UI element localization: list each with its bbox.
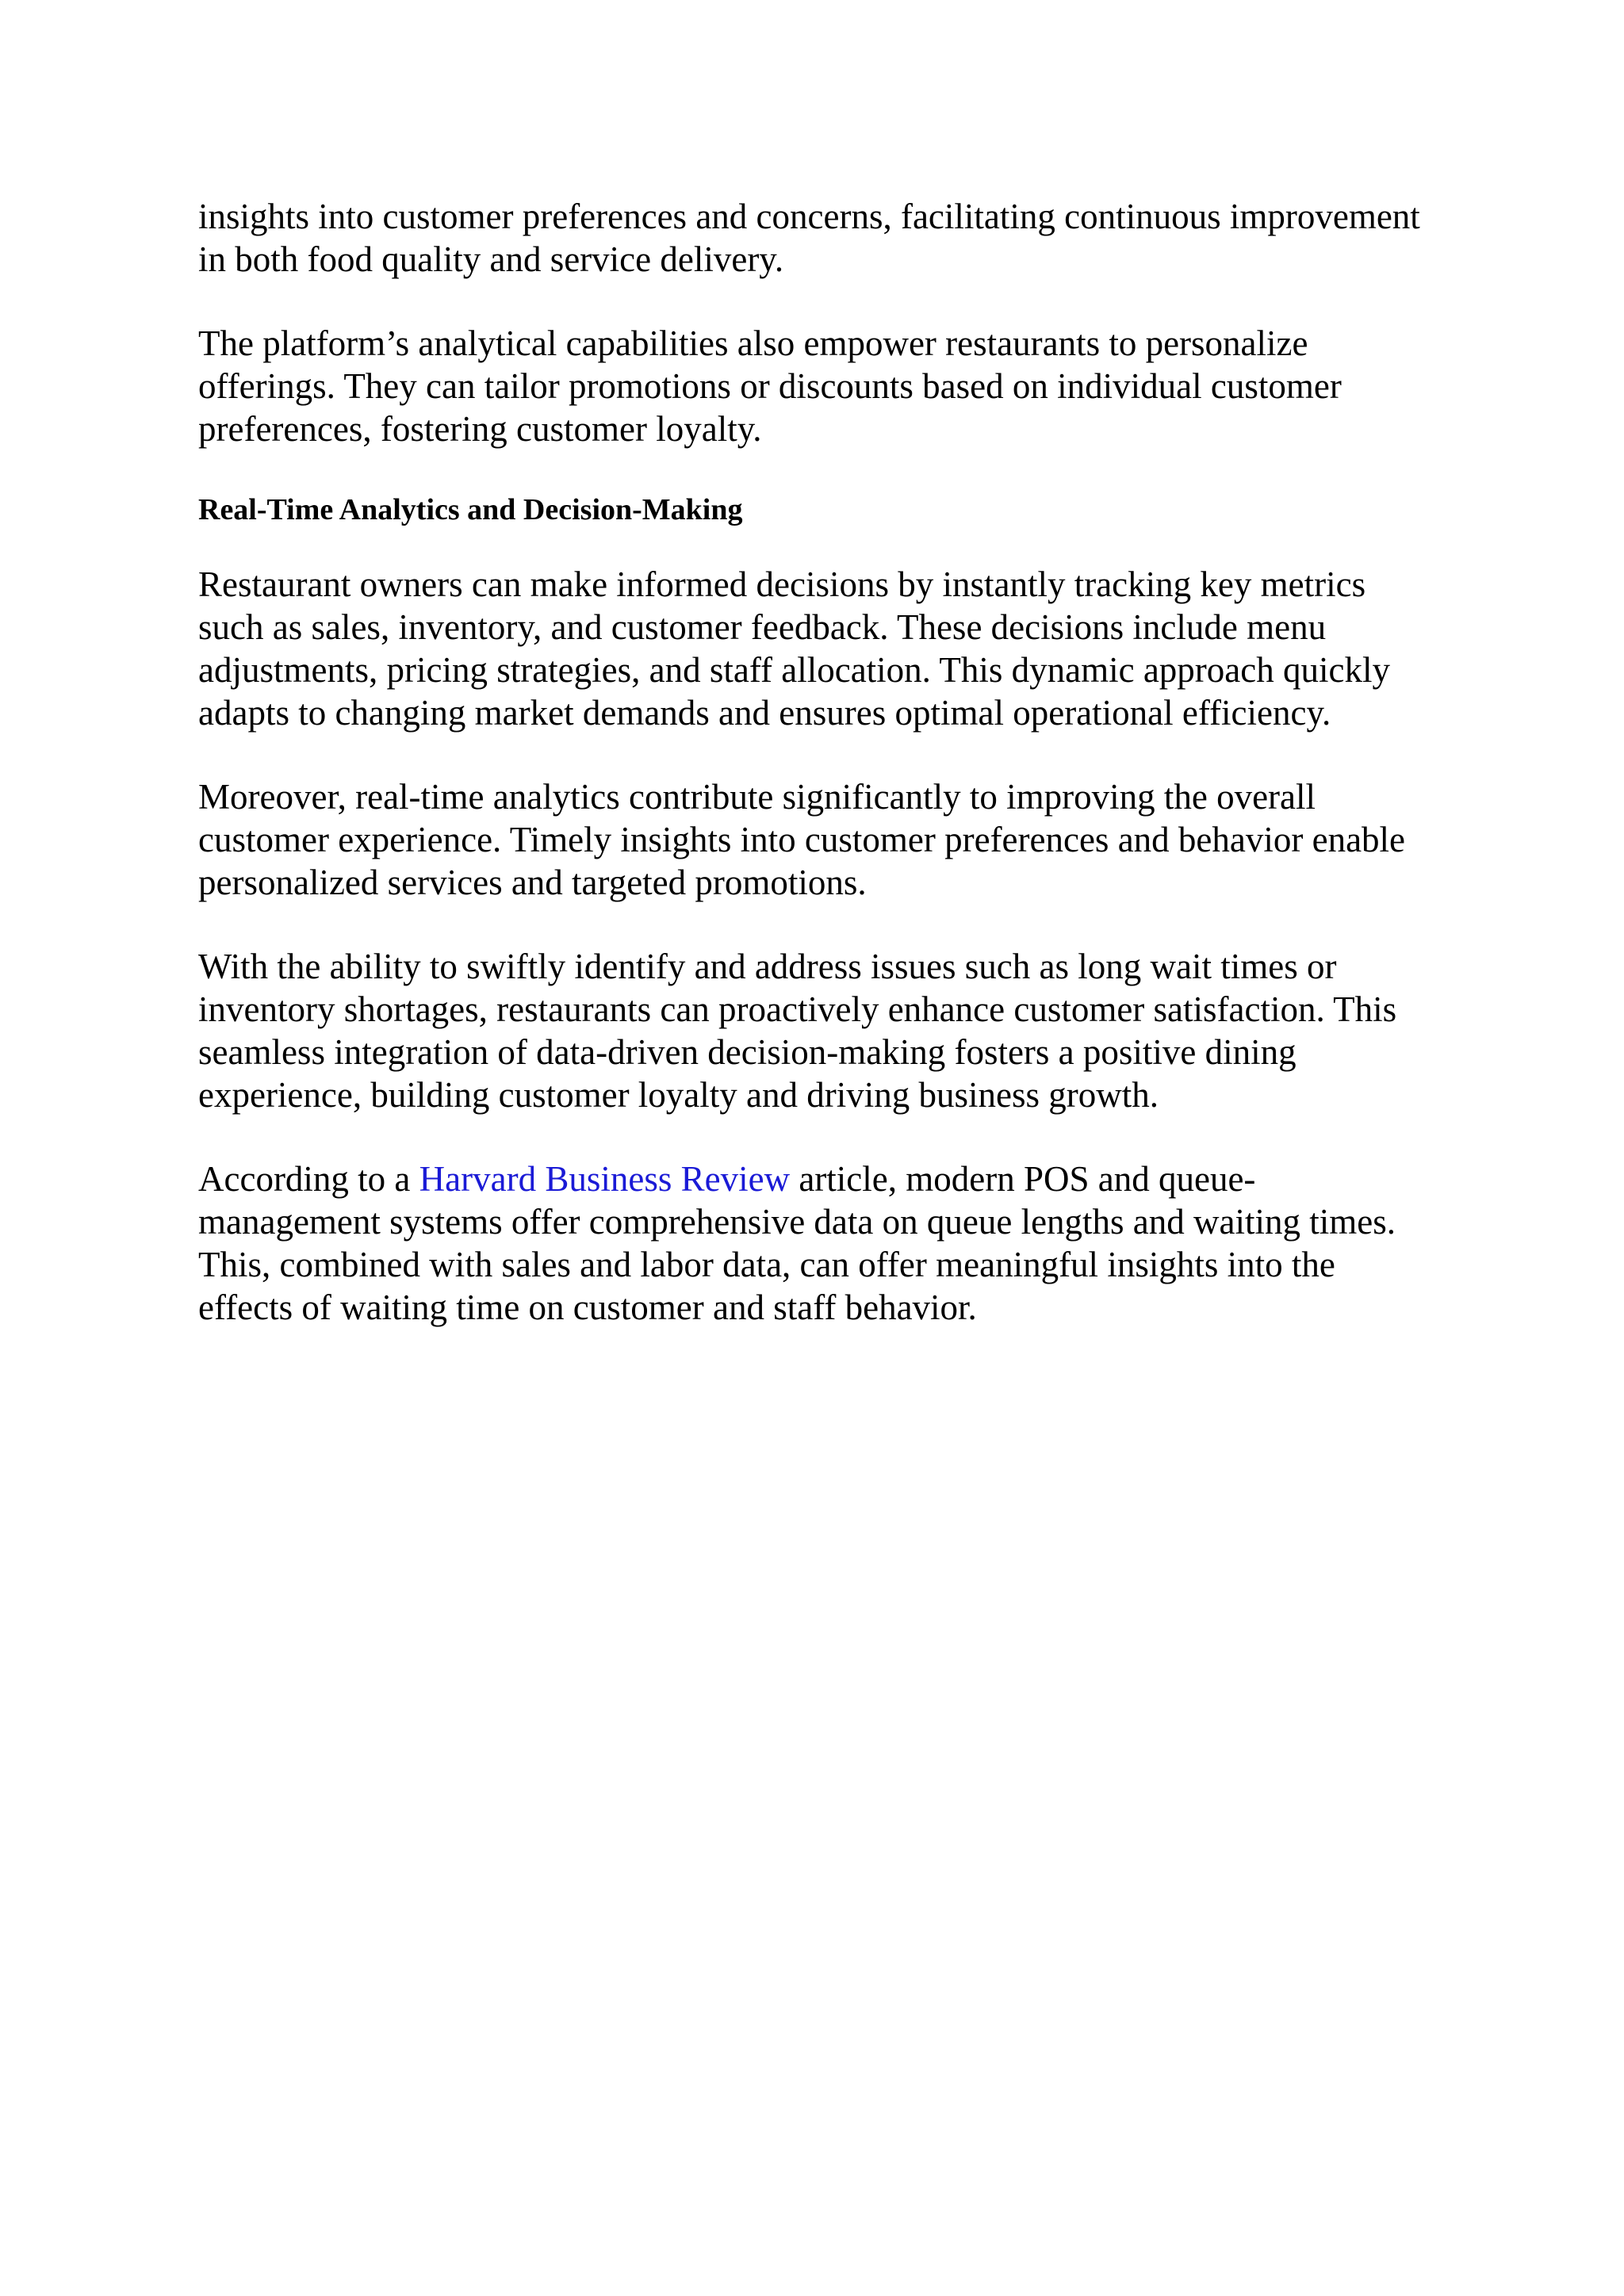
paragraph-issue-resolution: With the ability to swiftly identify and address issues such as long wait times or inventory shortages, restaurants can proactively enhance customer satisfaction. This seamless integration of data-driven decision-making fosters a positive dining experience, building customer loyalty and driving business growth. xyxy=(198,947,1397,1115)
paragraph-restaurant-owners: Restaurant owners can make informed decisions by instantly tracking key metrics such as sales, inventory, and customer feedback. These decisions include menu adjustments, pricing strategies, and staff allocation. This dynamic approach quickly adapts to changing market demands and ensures optimal operational efficiency. xyxy=(198,564,1390,733)
document-body xyxy=(198,195,1435,1370)
section-heading-real-time-analytics: Real-Time Analytics and Decision-Making xyxy=(198,493,743,526)
reference-trailing-text: article, modern POS and queue-management systems offer comprehensive data on queue lengths and waiting times. This, combined with sales and labor data, can offer meaningful insights into the effects of waiting time on customer and staff behavior. xyxy=(198,1159,1396,1327)
paragraph-platform-analytics: The platform’s analytical capabilities also empower restaurants to personalize offerings. They can tailor promotions or discounts based on individual customer preferences, fostering customer loyalty. xyxy=(198,323,1342,449)
paragraph-harvard-reference xyxy=(198,1158,1435,1329)
paragraph-customer-experience: Moreover, real-time analytics contribute significantly to improving the overall customer experience. Timely insights into customer preferences and behavior enable personalized services and targeted promotions. xyxy=(198,777,1406,902)
harvard-business-review-link[interactable]: Harvard Business Review xyxy=(419,1159,791,1199)
paragraph-insights: insights into customer preferences and concerns, facilitating continuous improvement in both food quality and service delivery. xyxy=(198,197,1420,279)
reference-lead-text: According to a xyxy=(198,1159,419,1199)
